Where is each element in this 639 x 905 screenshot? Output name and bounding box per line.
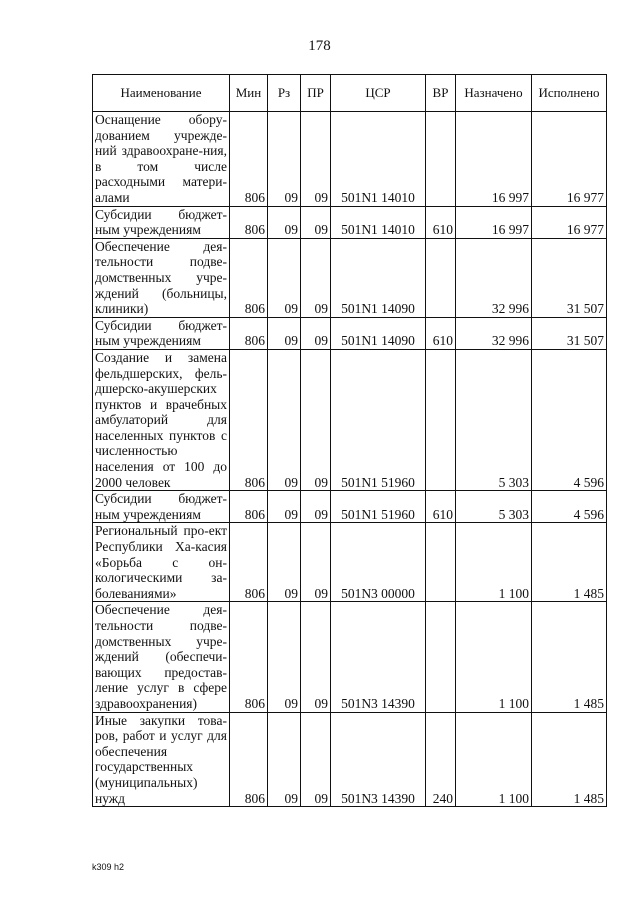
table-row bbox=[93, 491, 607, 523]
budget-table bbox=[92, 74, 607, 807]
row-assigned: 32 996 bbox=[456, 317, 532, 349]
row-assigned: 1 100 bbox=[456, 523, 532, 602]
table-row bbox=[93, 317, 607, 349]
table-header-row bbox=[93, 75, 607, 112]
row-assigned: 16 997 bbox=[456, 206, 532, 238]
row-name: Субсидии бюджет-ным учреждениям bbox=[93, 206, 230, 238]
row-csr: 501N3 14390 bbox=[331, 712, 426, 807]
row-name: Иные закупки това-ров, работ и услуг для обеспечения государственных (муниципальных) нужд bbox=[93, 712, 230, 807]
row-assigned: 1 100 bbox=[456, 602, 532, 712]
table-row bbox=[93, 206, 607, 238]
row-name: Создание и замена фельдшерских, фель-дшерско-акушерских пунктов и врачебных амбулаторий для населенных пунктов с численностью населения от 100 до 2000 человек bbox=[93, 349, 230, 490]
row-vr: 610 bbox=[426, 317, 456, 349]
row-min: 806 bbox=[230, 491, 268, 523]
row-executed: 31 507 bbox=[532, 317, 607, 349]
row-assigned: 16 997 bbox=[456, 112, 532, 207]
row-assigned: 5 303 bbox=[456, 349, 532, 490]
row-executed: 16 977 bbox=[532, 112, 607, 207]
column-header-rz: Рз bbox=[268, 75, 301, 112]
row-csr: 501N3 00000 bbox=[331, 523, 426, 602]
table-row bbox=[93, 712, 607, 807]
row-assigned: 32 996 bbox=[456, 238, 532, 317]
row-name: Оснащение обору-дованием учрежде-ний здравоохране-ния, в том числе расходными матери-алами bbox=[93, 112, 230, 207]
table-row bbox=[93, 602, 607, 712]
row-pr: 09 bbox=[301, 206, 331, 238]
row-executed: 31 507 bbox=[532, 238, 607, 317]
row-vr: 240 bbox=[426, 712, 456, 807]
row-rz: 09 bbox=[268, 523, 301, 602]
row-name: Субсидии бюджет-ным учреждениям bbox=[93, 317, 230, 349]
row-pr: 09 bbox=[301, 349, 331, 490]
column-header-executed: Исполнено bbox=[532, 75, 607, 112]
row-csr: 501N1 14010 bbox=[331, 206, 426, 238]
row-csr: 501N1 51960 bbox=[331, 491, 426, 523]
column-header-assigned: Назначено bbox=[456, 75, 532, 112]
row-csr: 501N3 14390 bbox=[331, 602, 426, 712]
footer-code: k309 h2 bbox=[92, 862, 125, 872]
row-min: 806 bbox=[230, 712, 268, 807]
row-rz: 09 bbox=[268, 491, 301, 523]
table-row bbox=[93, 523, 607, 602]
row-executed: 1 485 bbox=[532, 602, 607, 712]
row-csr: 501N1 14090 bbox=[331, 238, 426, 317]
row-min: 806 bbox=[230, 523, 268, 602]
row-pr: 09 bbox=[301, 712, 331, 807]
row-executed: 16 977 bbox=[532, 206, 607, 238]
row-min: 806 bbox=[230, 349, 268, 490]
row-min: 806 bbox=[230, 238, 268, 317]
row-pr: 09 bbox=[301, 317, 331, 349]
row-min: 806 bbox=[230, 206, 268, 238]
row-vr: 610 bbox=[426, 491, 456, 523]
row-name: Региональный про-ект Республики Ха-касия «Борьба с он-кологическими за-болеваниями» bbox=[93, 523, 230, 602]
row-min: 806 bbox=[230, 317, 268, 349]
column-header-name: Наименование bbox=[93, 75, 230, 112]
table-row bbox=[93, 349, 607, 490]
row-pr: 09 bbox=[301, 491, 331, 523]
row-rz: 09 bbox=[268, 112, 301, 207]
row-pr: 09 bbox=[301, 112, 331, 207]
row-pr: 09 bbox=[301, 238, 331, 317]
row-rz: 09 bbox=[268, 349, 301, 490]
row-rz: 09 bbox=[268, 712, 301, 807]
row-executed: 4 596 bbox=[532, 349, 607, 490]
row-vr bbox=[426, 523, 456, 602]
row-pr: 09 bbox=[301, 602, 331, 712]
column-header-min: Мин bbox=[230, 75, 268, 112]
row-min: 806 bbox=[230, 112, 268, 207]
row-vr bbox=[426, 349, 456, 490]
row-vr bbox=[426, 238, 456, 317]
row-executed: 1 485 bbox=[532, 523, 607, 602]
row-executed: 4 596 bbox=[532, 491, 607, 523]
row-rz: 09 bbox=[268, 602, 301, 712]
row-name: Субсидии бюджет-ным учреждениям bbox=[93, 491, 230, 523]
row-csr: 501N1 14010 bbox=[331, 112, 426, 207]
row-min: 806 bbox=[230, 602, 268, 712]
page-number: 178 bbox=[308, 38, 331, 54]
row-vr bbox=[426, 112, 456, 207]
column-header-pr: ПР bbox=[301, 75, 331, 112]
column-header-csr: ЦСР bbox=[331, 75, 426, 112]
row-name: Обеспечение дея-тельности подве-домственных учре-ждений (обеспечи-вающих предостав-ление услуг в сфере здравоохранения) bbox=[93, 602, 230, 712]
row-assigned: 1 100 bbox=[456, 712, 532, 807]
row-assigned: 5 303 bbox=[456, 491, 532, 523]
row-vr bbox=[426, 602, 456, 712]
row-csr: 501N1 51960 bbox=[331, 349, 426, 490]
row-executed: 1 485 bbox=[532, 712, 607, 807]
row-pr: 09 bbox=[301, 523, 331, 602]
row-name: Обеспечение дея-тельности подве-домственных учре-ждений (больницы, клиники) bbox=[93, 238, 230, 317]
row-vr: 610 bbox=[426, 206, 456, 238]
column-header-vr: ВР bbox=[426, 75, 456, 112]
row-rz: 09 bbox=[268, 238, 301, 317]
row-csr: 501N1 14090 bbox=[331, 317, 426, 349]
table-row bbox=[93, 112, 607, 207]
table-row bbox=[93, 238, 607, 317]
row-rz: 09 bbox=[268, 206, 301, 238]
row-rz: 09 bbox=[268, 317, 301, 349]
